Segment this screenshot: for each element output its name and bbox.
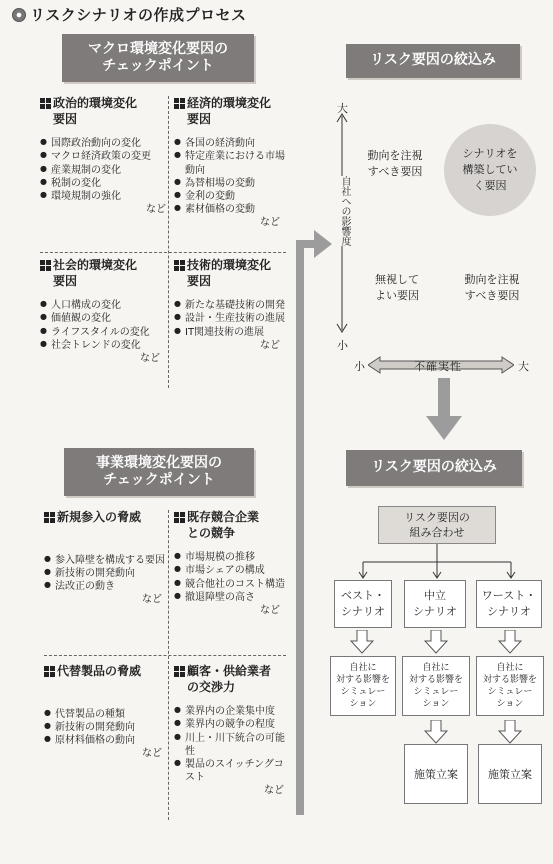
quadrant-bottom-left: 無視して よい要因 — [375, 273, 419, 302]
list-item: ● 社会トレンドの変化 — [40, 339, 166, 352]
grid-square-icon — [174, 98, 185, 109]
list-item: ● 新技術の開発動向 — [44, 567, 168, 580]
list-item: ● 各国の経済動向 — [174, 137, 286, 150]
bargaining-power-list — [174, 705, 290, 784]
list-item: ● 新たな基礎技術の開発 — [174, 299, 286, 312]
list-item: ● 価値観の変化 — [40, 312, 166, 325]
list-item: ● 産業規制の変化 — [40, 164, 172, 177]
technology-factors-list — [174, 299, 286, 339]
political-factors-list — [40, 137, 172, 203]
bargaining-power-title: 顧客・供給業者 の交渉力 — [174, 664, 290, 695]
list-item: ● 新技術の開発動向 — [44, 721, 168, 734]
technology-factors — [174, 258, 286, 352]
social-factors-title: 社会的環境変化 要因 — [40, 258, 166, 289]
down-arrow-icon — [350, 630, 374, 654]
list-item: ● 代替製品の種類 — [44, 708, 168, 721]
list-item: ● 川上・川下統合の可能性 — [174, 732, 290, 758]
substitutes-title: 代替製品の脅威 — [44, 664, 168, 680]
economic-factors — [174, 96, 286, 230]
list-item: ● 為替相場の変動 — [174, 177, 286, 190]
social-factors-list — [40, 299, 166, 352]
grid-square-icon — [174, 512, 185, 523]
etc-label: など — [260, 339, 280, 351]
economic-factors-list — [174, 137, 286, 216]
quadrant-top-right: シナリオを 構築してい く要因 — [444, 124, 536, 216]
circle-bullet-icon — [12, 8, 26, 22]
list-item: ● 競合他社のコスト構造 — [174, 578, 286, 591]
etc-label: など — [142, 748, 162, 760]
new-entrants — [44, 510, 168, 606]
scenario-best: ベスト・ シナリオ — [334, 580, 392, 628]
grid-square-icon — [174, 260, 185, 271]
list-item: ● 設計・生産技術の進展 — [174, 312, 286, 325]
list-item: ● ライフスタイルの変化 — [40, 326, 166, 339]
right-arrow-icon — [314, 230, 332, 258]
technology-factors-title: 技術的環境変化 要因 — [174, 258, 286, 289]
macro-banner — [62, 34, 254, 82]
simulation-worst: 自社に 対する影響を シミュレー ション — [476, 656, 544, 716]
plan-neutral: 施策立案 — [404, 744, 468, 804]
list-item: ● マクロ経済政策の変更 — [40, 150, 172, 163]
list-item: ● 参入障壁を構成する要因 — [44, 554, 168, 567]
quadrant-top-left: 動向を注視 すべき要因 — [367, 149, 423, 178]
axis-label-impact: 自社への影響度 — [336, 176, 350, 246]
list-item: ● 国際政治動向の変化 — [40, 137, 172, 150]
list-item: ● 特定産業における市場動向 — [174, 150, 286, 176]
etc-label: など — [260, 217, 280, 229]
list-item: ● 原材料価格の動向 — [44, 734, 168, 747]
narrowing-banner-top: リスク要因の絞込み — [346, 44, 520, 78]
list-item: ● 素材価格の変動 — [174, 203, 286, 216]
simulation-best: 自社に 対する影響を シミュレー ション — [330, 656, 396, 716]
substitutes — [44, 664, 168, 760]
list-item: ● 税制の変化 — [40, 177, 172, 190]
social-factors — [40, 258, 166, 365]
down-arrow-icon — [424, 720, 448, 744]
down-arrow-icon — [498, 720, 522, 744]
business-banner-line2: チェックポイント — [103, 472, 215, 488]
divider — [168, 96, 169, 388]
list-item: ● IT関連技術の進展 — [174, 326, 286, 339]
list-item: ● 市場規模の推移 — [174, 551, 286, 564]
list-item: ● 撤退障壁の高さ — [174, 591, 286, 604]
etc-label: など — [146, 204, 166, 216]
etc-label: など — [260, 604, 280, 616]
political-factors — [40, 96, 172, 216]
list-item: ● 金利の変動 — [174, 190, 286, 203]
quadrant-bottom-right: 動向を注視 すべき要因 — [464, 273, 520, 302]
etc-label: など — [142, 594, 162, 606]
list-item: ● 環境規制の強化 — [40, 190, 172, 203]
down-arrow-icon — [424, 630, 448, 654]
connector-line — [296, 240, 304, 815]
risk-combination-box: リスク要因の 組み合わせ — [378, 506, 496, 544]
list-item: ● 法改正の動き — [44, 580, 168, 593]
existing-rivals-list — [174, 551, 286, 604]
divider — [168, 510, 169, 820]
page-title — [12, 4, 247, 25]
scenario-worst: ワースト・ シナリオ — [476, 580, 542, 628]
political-factors-title: 政治的環境変化 要因 — [40, 96, 172, 127]
down-arrow-icon — [498, 630, 522, 654]
macro-banner-line1: マクロ環境変化要因の — [88, 40, 228, 57]
new-entrants-list — [44, 554, 168, 594]
scenario-neutral: 中立 シナリオ — [404, 580, 466, 628]
grid-square-icon — [44, 666, 55, 677]
list-item: ● 製品のスイッチングコスト — [174, 758, 290, 784]
etc-label: など — [264, 785, 284, 797]
down-arrow-icon — [426, 378, 462, 440]
grid-square-icon — [44, 512, 55, 523]
economic-factors-title: 経済的環境変化 要因 — [174, 96, 286, 127]
existing-rivals — [174, 510, 286, 617]
business-banner — [64, 448, 254, 496]
list-item: ● 業界内の競争の程度 — [174, 718, 290, 731]
simulation-neutral: 自社に 対する影響を シミュレー ション — [402, 656, 470, 716]
narrowing-banner-bottom: リスク要因の絞込み — [346, 450, 522, 486]
divider — [44, 655, 286, 656]
plan-worst: 施策立案 — [478, 744, 542, 804]
list-item: ● 市場シェアの構成 — [174, 564, 286, 577]
axis-bottom-label: 小 — [337, 339, 348, 352]
grid-square-icon — [40, 260, 51, 271]
macro-banner-line2: チェックポイント — [102, 58, 214, 74]
h-axis-left-label: 小 — [354, 360, 365, 373]
divider — [40, 252, 286, 253]
etc-label: など — [140, 352, 160, 364]
existing-rivals-title: 既存競合企業 との競争 — [174, 510, 286, 541]
substitutes-list — [44, 708, 168, 748]
business-banner-line1: 事業環境変化要因の — [96, 454, 222, 471]
axis-top-label: 大 — [337, 102, 348, 115]
page-title-text: リスクシナリオの作成プロセス — [30, 6, 247, 24]
list-item: ● 業界内の企業集中度 — [174, 705, 290, 718]
h-axis-label: 不確実性 — [414, 360, 462, 373]
grid-square-icon — [40, 98, 51, 109]
bargaining-power — [174, 664, 290, 798]
h-axis-right-label: 大 — [518, 360, 529, 373]
new-entrants-title: 新規参入の脅威 — [44, 510, 168, 526]
branch-connector — [330, 544, 550, 580]
grid-square-icon — [174, 666, 185, 677]
list-item: ● 人口構成の変化 — [40, 299, 166, 312]
